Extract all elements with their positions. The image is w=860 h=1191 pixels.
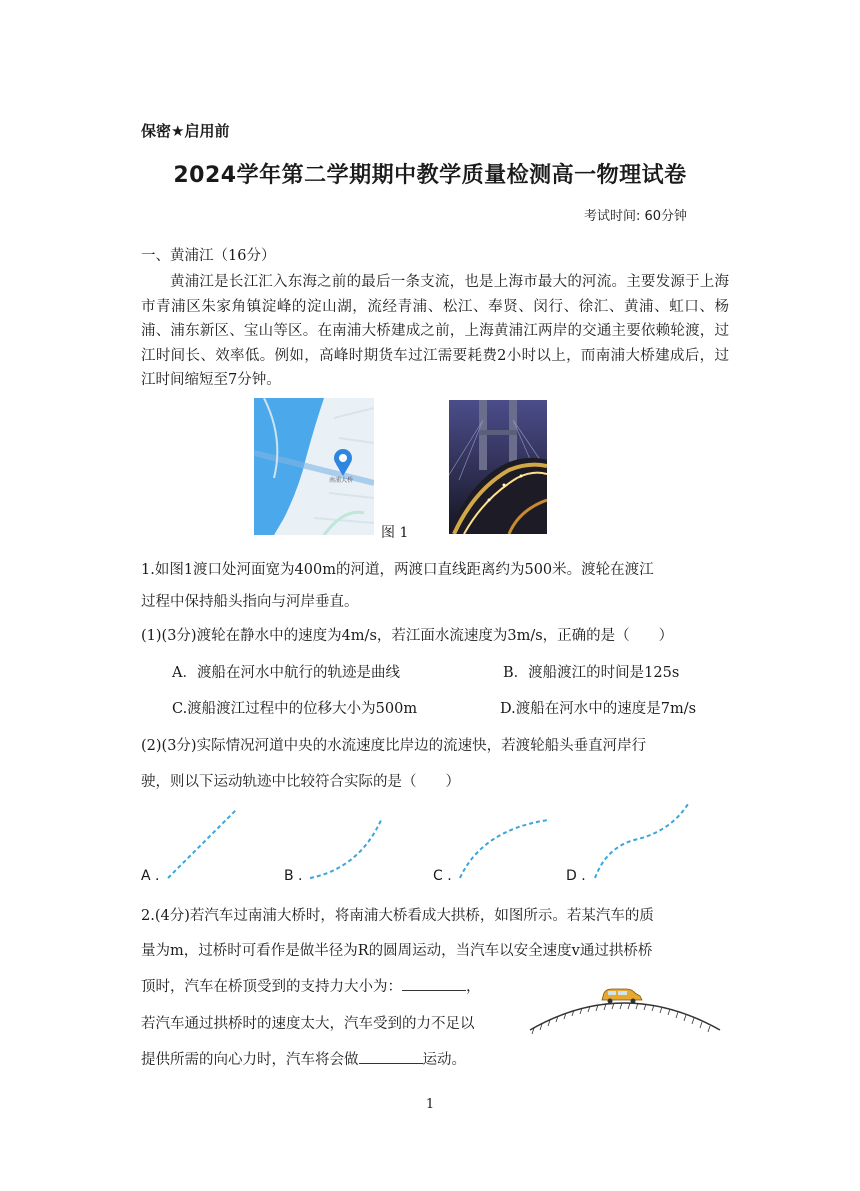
- q1-sub1-option-d: D.渡船在河水中的速度是7m/s: [500, 701, 697, 717]
- q2-line3-comma: ，: [466, 979, 481, 995]
- q2-line3: [141, 975, 481, 996]
- q1-sub2-line1: (2)(3分)实际情况河道中央的水流速度比岸边的流速快，若渡轮船头垂直河岸行: [141, 738, 647, 754]
- trajectory-c: [460, 820, 548, 878]
- page-title: 2024学年第二学期期中教学质量检测高一物理试卷: [173, 163, 687, 188]
- intro-paragraph: 黄浦江是长江汇入东海之前的最后一条支流，也是上海市最大的河流。主要发源于上海市青浦区朱家角镇淀峰的淀山湖，流经青浦、松江、奉贤、闵行、徐汇、黄浦、虹口、杨浦、浦东新区、宝山等区。在南浦大桥建成之前，上海黄浦江两岸的交通主要依赖轮渡，过江时间长、效率低。例如，高峰时期货车过江需要耗费2小时以上，而南浦大桥建成后，过江时间缩短至7分钟。: [141, 274, 729, 389]
- q1-sub1: (1)(3分)渡轮在静水中的速度为4m/s，若江面水流速度为3m/s，正确的是（ ）: [141, 628, 674, 644]
- exam-time: 考试时间: 60分钟: [584, 209, 688, 224]
- car-icon: [602, 989, 642, 1004]
- page-number: 1: [425, 1097, 435, 1112]
- q2-line5-text: 提供所需的向心力时，汽车将会做: [141, 1052, 359, 1068]
- q1-sub1-option-a: A．渡船在河水中航行的轨迹是曲线: [172, 665, 400, 681]
- trajectory-a: [168, 810, 236, 878]
- q2-line3-text: 顶时，汽车在桥顶受到的支持力大小为：: [141, 979, 402, 995]
- q2-blank-support-force[interactable]: [402, 978, 466, 991]
- q1-sub1-option-b: B．渡船渡江的时间是125s: [503, 665, 680, 681]
- q1-sub2-line2: 驶，则以下运动轨迹中比较符合实际的是（ ）: [141, 774, 460, 790]
- figure-caption: 图 1: [381, 525, 409, 541]
- trajectory-b: [310, 818, 382, 878]
- q1-stem-line2: 过程中保持船头指向与河岸垂直。: [141, 594, 359, 610]
- q2-line4: 若汽车通过拱桥时的速度太大，汽车受到的力不足以: [141, 1016, 475, 1032]
- confidential-label: 保密★启用前: [141, 122, 230, 140]
- bridge-photo: [449, 400, 547, 534]
- arch-bridge-figure: [524, 980, 728, 1040]
- q2-line2: 量为m，过桥时可看作是做半径为R的圆周运动，当汽车以安全速度v通过拱桥桥: [141, 943, 653, 959]
- map-label: 南浦大桥: [329, 477, 354, 484]
- q2-line5-end: 运动。: [422, 1052, 466, 1068]
- q2-line1: 2.(4分)若汽车过南浦大桥时，将南浦大桥看成大拱桥，如图所示。若某汽车的质: [141, 908, 654, 924]
- section-heading: 一、黄浦江（16分）: [141, 248, 276, 264]
- trajectory-label-b: B .: [284, 868, 303, 884]
- trajectory-label-a: A .: [141, 868, 160, 884]
- trajectory-label-d: D .: [566, 868, 586, 884]
- q1-stem-line1: 1.如图1渡口处河面宽为400m的河道，两渡口直线距离约为500米。渡轮在渡江: [141, 562, 654, 578]
- q2-line5: [141, 1048, 466, 1069]
- river-map-image: [254, 398, 374, 535]
- q2-blank-motion[interactable]: [359, 1051, 423, 1064]
- trajectory-d: [595, 804, 688, 878]
- trajectory-label-c: C .: [433, 868, 452, 884]
- q1-sub1-option-c: C.渡船渡江过程中的位移大小为500m: [172, 701, 418, 717]
